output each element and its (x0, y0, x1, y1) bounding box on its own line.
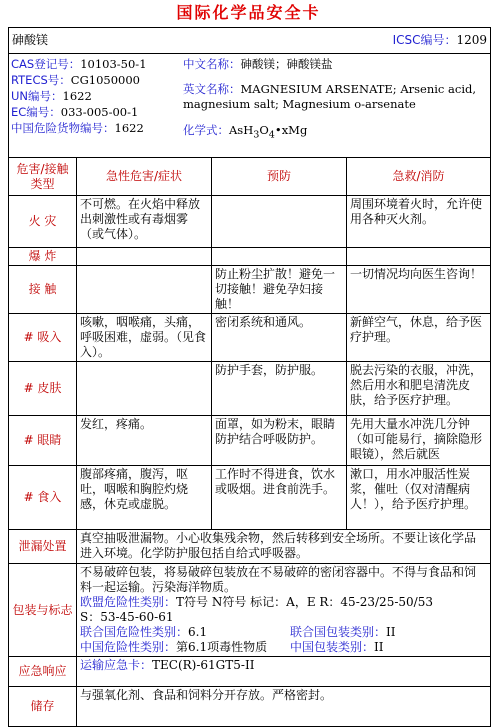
row-type: 接 触 (9, 266, 77, 314)
column-header-row (9, 158, 491, 196)
cas-number: 10103-50-1 (80, 57, 147, 71)
col-type: 危害/接触类型 (9, 158, 77, 196)
hazard-row-contact (9, 266, 491, 314)
un-label: UN编号： (11, 89, 63, 103)
cn-class: 第6.1项毒性物质 (176, 640, 268, 654)
identifiers-row (9, 54, 491, 158)
cn-pack-label: 中国包装类别： (290, 640, 375, 654)
zh-name: 砷酸镁；砷酸镁盐 (240, 57, 333, 71)
hazard-row-eyes (9, 416, 491, 466)
row-prevent: 面罩，如为粉末，眼睛防护结合呼吸防护。 (212, 416, 347, 466)
chemical-name: 砷酸镁 (12, 33, 49, 47)
row-aid: 新鲜空气，休息，给予医疗护理。 (347, 314, 491, 362)
emergency-card-label: 运输应急卡： (80, 658, 153, 672)
eu-class-label: 欧盟危险性类别： (80, 595, 177, 609)
rtecs-label: RTECS号： (11, 73, 71, 87)
packaging-row (9, 564, 491, 657)
row-aid: 脱去污染的衣服，冲洗，然后用水和肥皂清洗皮肤，给予医疗护理。 (347, 362, 491, 416)
col-acute: 急性危害/症状 (77, 158, 212, 196)
row-acute: 咳嗽，咽喉痛，头痛，呼吸困难，虚弱。（见食入）。 (77, 314, 212, 362)
row-acute (77, 248, 212, 266)
en-name: MAGNESIUM ARSENATE; Arsenic acid, magnesium salt; Magnesium o-arsenate (183, 82, 477, 111)
un-pack-label: 联合国包装类别： (290, 625, 387, 639)
formula-label: 化学式： (183, 123, 229, 137)
row-type: # 眼睛 (9, 416, 77, 466)
row-prevent (212, 196, 347, 248)
icsc-number: 1209 (456, 33, 488, 47)
row-acute: 不可燃。在火焰中释放出刺激性或有毒烟雾（或气体）。 (77, 196, 212, 248)
row-aid: 漱口，用水冲服活性炭浆，催吐（仅对清醒病人！），给予医疗护理。 (347, 466, 491, 530)
hazard-row-skin (9, 362, 491, 416)
row-type: # 皮肤 (9, 362, 77, 416)
row-type: 火 灾 (9, 196, 77, 248)
cas-label: CAS登记号： (11, 57, 81, 71)
storage-row (9, 687, 491, 727)
spill-text: 真空抽吸泄漏物。小心收集残余物，然后转移到安全场所。不要让该化学品进入环境。化学防护服包括自给式呼吸器。 (77, 530, 491, 564)
row-prevent: 防护手套，防护服。 (212, 362, 347, 416)
row-type: # 食入 (9, 466, 77, 530)
storage-label: 储存 (9, 687, 77, 727)
un-class-label: 联合国危险性类别： (80, 625, 189, 639)
hazard-row-explosion (9, 248, 491, 266)
id-names (183, 56, 488, 143)
col-aid: 急救/消防 (347, 158, 491, 196)
row-aid: 周围环境着火时，允许使用各种灭火剂。 (347, 196, 491, 248)
row-aid: 先用大量水冲洗几分钟（如可能易行，摘除隐形眼镜），然后就医 (347, 416, 491, 466)
row-acute: 发红，疼痛。 (77, 416, 212, 466)
row-acute: 腹部疼痛，腹泻，呕吐，咽喉和胸腔灼烧感，休克或虚脱。 (77, 466, 212, 530)
rtecs-number: CG1050000 (70, 73, 140, 87)
row-prevent (212, 248, 347, 266)
safety-card (8, 27, 490, 723)
en-name-label: 英文名称： (183, 82, 241, 96)
row-prevent: 密闭系统和通风。 (212, 314, 347, 362)
row-acute (77, 266, 212, 314)
spill-label: 泄漏处置 (9, 530, 77, 564)
icsc-label: ICSC编号： (392, 33, 457, 47)
row-acute (77, 362, 212, 416)
card-title: 国际化学品安全卡 (176, 3, 321, 22)
spill-row (9, 530, 491, 564)
ec-label: EC编号： (11, 105, 61, 119)
row-type: 爆 炸 (9, 248, 77, 266)
packaging-text: 不易破碎包装，将易破碎包装放在不易破碎的密闭容器中。不得与食品和饲料一起运输。污染海洋物质。 (80, 565, 477, 594)
row-aid: 一切情况均向医生咨询！ (347, 266, 491, 314)
hazard-row-inhalation (9, 314, 491, 362)
un-pack: II (386, 625, 396, 639)
cn-class-label: 中国危险性类别： (80, 640, 177, 654)
header-row (9, 28, 491, 54)
cn-pack: II (374, 640, 384, 654)
formula: $AsH_3O_4•xMg$ (229, 123, 308, 141)
id-codes (11, 56, 183, 143)
emergency-label: 应急响应 (9, 657, 77, 687)
cn-number: 1622 (114, 121, 144, 135)
eu-class-text: T符号 N符号 标记：A，E R：45-23/25-50/53 (176, 595, 433, 609)
hazard-row-fire (9, 196, 491, 248)
row-prevent: 防止粉尘扩散！避免一切接触！避免孕妇接触！ (212, 266, 347, 314)
s-phrases: S：53-45-60-61 (80, 610, 174, 624)
row-type: # 吸入 (9, 314, 77, 362)
storage-text: 与强氧化剂、食品和饲料分开存放。严格密封。 (77, 687, 491, 727)
ec-number: 033-005-00-1 (60, 105, 139, 119)
hazard-row-ingestion (9, 466, 491, 530)
col-prevent: 预防 (212, 158, 347, 196)
un-number: 1622 (62, 89, 92, 103)
card-table (8, 27, 491, 727)
row-prevent: 工作时不得进食，饮水或吸烟。进食前洗手。 (212, 466, 347, 530)
emergency-row (9, 657, 491, 687)
emergency-card: TEC(R)-61GT5-II (152, 658, 255, 672)
cn-label: 中国危险货物编号： (11, 121, 115, 135)
un-class: 6.1 (188, 625, 208, 639)
row-aid (347, 248, 491, 266)
packaging-label: 包装与标志 (9, 564, 77, 657)
zh-name-label: 中文名称： (183, 57, 241, 71)
